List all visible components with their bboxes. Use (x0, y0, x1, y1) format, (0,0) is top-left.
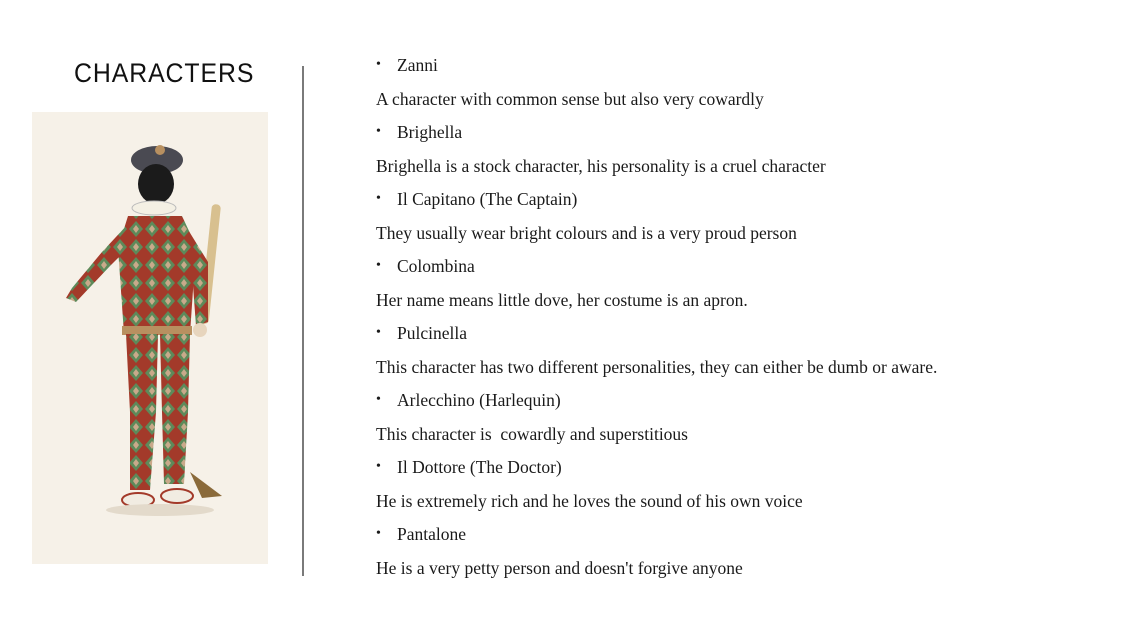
character-description: He is extremely rich and he loves the sound of his own voice (376, 490, 803, 511)
character-name: Il Capitano (The Captain) (397, 189, 578, 209)
bullet-icon: • (376, 526, 381, 541)
bullet-icon: • (376, 392, 381, 407)
vertical-divider (302, 66, 304, 576)
bullet-icon: • (376, 124, 381, 139)
bullet-icon: • (376, 191, 381, 206)
character-description: Brighella is a stock character, his personality is a cruel character (376, 155, 826, 176)
character-name: Pantalone (397, 524, 467, 544)
character-name-item (376, 253, 1116, 287)
character-name: Il Dottore (The Doctor) (397, 457, 562, 477)
character-name: Zanni (397, 55, 438, 75)
character-name-item (376, 119, 1116, 153)
character-description: This character has two different personalities, they can either be dumb or aware. (376, 356, 938, 377)
bullet-icon: • (376, 258, 381, 273)
harlequin-illustration (32, 112, 268, 564)
character-name: Brighella (397, 122, 463, 142)
character-description: This character is cowardly and superstitious (376, 423, 688, 444)
character-name-item (376, 52, 1116, 86)
character-name-item (376, 320, 1116, 354)
slide-title: CHARACTERS (74, 58, 255, 88)
character-description: A character with common sense but also very cowardly (376, 88, 764, 109)
character-description: They usually wear bright colours and is a very proud person (376, 222, 797, 243)
character-description: Her name means little dove, her costume is an apron. (376, 289, 748, 310)
character-name-item (376, 387, 1116, 421)
character-name: Colombina (397, 256, 475, 276)
characters-list (376, 52, 1116, 588)
harlequin-costume-figure-icon (32, 112, 268, 564)
bullet-icon: • (376, 325, 381, 340)
bullet-icon: • (376, 459, 381, 474)
bullet-icon: • (376, 57, 381, 72)
character-name-item (376, 186, 1116, 220)
character-description: He is a very petty person and doesn't forgive anyone (376, 557, 743, 578)
character-name: Arlecchino (Harlequin) (397, 390, 561, 410)
character-name-item (376, 521, 1116, 555)
character-name: Pulcinella (397, 323, 467, 343)
character-name-item (376, 454, 1116, 488)
